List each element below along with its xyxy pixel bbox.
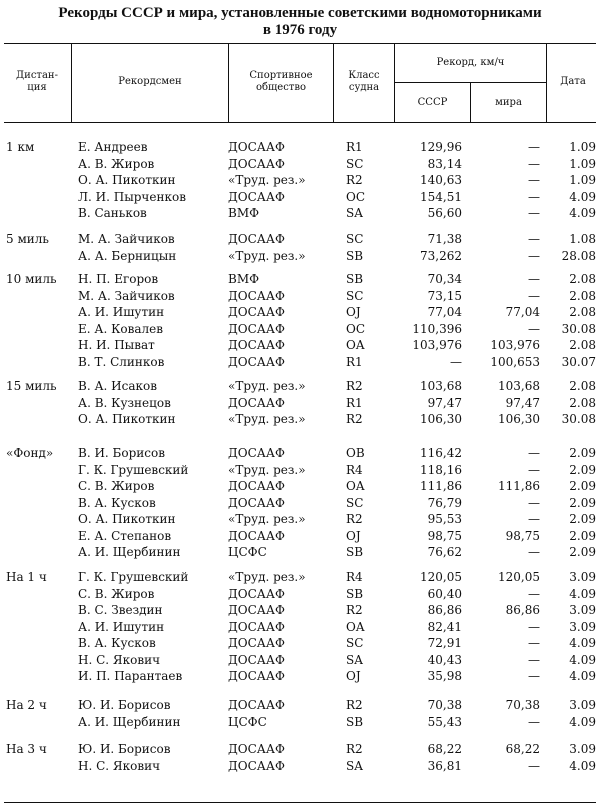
table-row [0,378,600,395]
world-record-cell: — [528,586,540,601]
athlete-cell: А. И. Щербинин [78,714,181,729]
class-cell: OC [346,189,366,204]
date-cell: 1.09 [569,156,596,171]
world-record-cell: — [528,669,540,683]
date-cell: 3.09 [569,698,596,712]
athlete-cell: Н. С. Якович [78,652,161,667]
athlete-cell: Л. И. Пырченков [78,189,186,204]
class-cell: R2 [346,512,363,526]
athlete-cell: Н. С. Якович [78,758,161,773]
date-cell: 30.07 [561,354,596,369]
world-record-cell: — [528,462,540,477]
class-cell: R1 [346,140,363,154]
distance-cell: «Фонд» [6,446,54,460]
date-cell: 2.09 [569,545,596,559]
class-cell: SA [346,652,363,667]
date-cell: 2.08 [569,338,596,352]
world-record-cell: — [528,636,540,650]
class-cell: R4 [346,462,363,477]
table-row [0,697,600,714]
table-row [0,189,600,206]
society-cell: ДОСААФ [228,189,285,204]
date-cell: 2.08 [569,272,596,286]
world-record-cell: — [528,495,540,510]
date-cell: 30.08 [561,412,596,426]
class-cell: R1 [346,395,363,410]
table-row [0,741,600,758]
athlete-cell: А. И. Ишутин [78,619,165,634]
ussr-record-cell: 86,86 [427,603,462,617]
world-record-cell: — [528,248,540,263]
athlete-cell: Ю. И. Борисов [78,698,171,712]
table-row [0,205,600,222]
athlete-cell: Ю. И. Борисов [78,742,171,756]
table-row [0,248,600,265]
world-record-cell: — [528,758,540,773]
ussr-record-cell: 106,30 [420,412,462,426]
world-record-cell: 100,653 [490,354,540,369]
society-cell: ДОСААФ [228,742,285,756]
athlete-cell: Н. И. Пыват [78,338,155,352]
class-cell: R2 [346,742,363,756]
date-cell: 4.09 [569,714,596,729]
distance-cell: На 1 ч [6,570,47,584]
society-cell: «Труд. рез.» [228,412,306,426]
world-record-cell: 68,22 [505,742,540,756]
table-row [0,528,600,545]
record-group [0,139,600,222]
class-cell: SB [346,714,364,729]
header-record: Рекорд, км/ч [436,57,505,68]
world-record-cell: — [528,173,540,187]
class-cell: SB [346,248,364,263]
class-cell: OA [346,479,365,493]
ussr-record-cell: 70,34 [427,272,462,286]
date-cell: 2.09 [569,528,596,543]
class-cell: SB [346,545,364,559]
world-record-cell: 111,86 [498,479,540,493]
class-cell: R2 [346,173,363,187]
header-bottom-rule [4,122,596,123]
ussr-record-cell: 72,91 [427,636,462,650]
class-cell: SC [346,156,364,171]
ussr-record-cell: 76,62 [427,545,462,559]
header-athlete: Рекордсмен [118,76,182,87]
world-record-cell: 70,38 [505,698,540,712]
date-cell: 2.09 [569,479,596,493]
date-cell: 2.09 [569,495,596,510]
ussr-record-cell: — [450,354,462,369]
society-cell: ВМФ [228,272,260,286]
ussr-record-cell: 140,63 [420,173,462,187]
ussr-record-cell: 70,38 [427,698,462,712]
table-row [0,758,600,775]
society-cell: ДОСААФ [228,288,285,303]
class-cell: SC [346,232,364,246]
distance-cell: На 2 ч [6,698,47,712]
date-cell: 4.09 [569,206,596,220]
record-group [0,271,600,370]
table-row [0,668,600,685]
world-record-cell: — [528,140,540,154]
society-cell: ДОСААФ [228,232,285,246]
class-cell: SC [346,636,364,650]
ussr-record-cell: 110,396 [412,321,462,336]
world-record-cell: — [528,272,540,286]
table-title-line-2: в 1976 году [262,22,338,38]
athlete-cell: И. П. Парантаев [78,669,183,683]
date-cell: 1.09 [569,140,596,154]
world-record-cell: 106,30 [498,412,540,426]
athlete-cell: Е. А. Степанов [78,528,172,543]
ussr-record-cell: 129,96 [420,140,462,154]
ussr-record-cell: 83,14 [427,156,462,171]
table-title-line-1: Рекорды СССР и мира, установленные советскими водномоторниками [58,5,542,21]
table-row [0,511,600,528]
world-record-cell: 120,05 [498,570,540,584]
society-cell: ДОСААФ [228,698,285,712]
class-cell: SB [346,586,364,601]
date-cell: 2.08 [569,305,596,319]
table-row [0,569,600,586]
table-row [0,652,600,669]
athlete-cell: Г. К. Грушевский [78,570,189,584]
date-cell: 4.09 [569,189,596,204]
table-row [0,304,600,321]
world-record-cell: 103,68 [498,379,540,393]
ussr-record-cell: 76,79 [427,495,462,510]
athlete-cell: О. А. Пикоткин [78,173,176,187]
ussr-record-cell: 35,98 [427,669,462,683]
date-cell: 28.08 [561,248,596,263]
ussr-record-cell: 71,38 [427,232,462,246]
ussr-record-cell: 95,53 [427,512,462,526]
date-cell: 3.09 [569,570,596,584]
date-cell: 3.09 [569,619,596,634]
table-row [0,395,600,412]
society-cell: ДОСААФ [228,354,285,369]
distance-cell: На 3 ч [6,742,47,756]
society-cell: ДОСААФ [228,495,285,510]
header-distance: Дистан- ция [16,70,58,93]
date-cell: 4.09 [569,636,596,650]
table-row [0,495,600,512]
date-cell: 2.08 [569,379,596,393]
society-cell: ДОСААФ [228,528,285,543]
table-row [0,478,600,495]
world-record-cell: — [528,446,540,460]
athlete-cell: А. В. Жиров [78,156,155,171]
record-group [0,741,600,774]
society-cell: ДОСААФ [228,140,285,154]
distance-cell: 15 миль [6,379,57,393]
class-cell: OA [346,619,365,634]
ussr-record-cell: 98,75 [427,528,462,543]
society-cell: ДОСААФ [228,156,285,171]
society-cell: ДОСААФ [228,603,285,617]
ussr-record-cell: 103,68 [420,379,462,393]
society-cell: ДОСААФ [228,758,285,773]
class-cell: OJ [346,669,361,683]
society-cell: ЦСФС [228,545,267,559]
header-top-rule [4,43,596,44]
world-record-cell: — [528,512,540,526]
ussr-record-cell: 111,86 [420,479,462,493]
ussr-record-cell: 60,40 [427,586,462,601]
table-row [0,462,600,479]
table-row [0,619,600,636]
athlete-cell: Е. А. Ковалев [78,321,164,336]
date-cell: 1.08 [569,232,596,246]
athlete-cell: М. А. Зайчиков [78,232,175,246]
record-group [0,445,600,561]
world-record-cell: — [528,619,540,634]
society-cell: ДОСААФ [228,395,285,410]
table-row [0,172,600,189]
date-cell: 2.08 [569,395,596,410]
world-record-cell: — [528,156,540,171]
society-cell: «Труд. рез.» [228,462,306,477]
athlete-cell: В. А. Кусков [78,495,156,510]
society-cell: ДОСААФ [228,479,285,493]
ussr-record-cell: 103,976 [412,338,462,352]
date-cell: 3.09 [569,742,596,756]
athlete-cell: Е. Андреев [78,140,148,154]
class-cell: SC [346,495,364,510]
ussr-record-cell: 73,262 [420,248,462,263]
class-cell: R1 [346,354,363,369]
class-cell: R2 [346,412,363,426]
world-record-cell: — [528,232,540,246]
ussr-record-cell: 82,41 [427,619,462,634]
date-cell: 2.09 [569,446,596,460]
class-cell: OA [346,338,365,352]
header-date: Дата [560,76,586,87]
society-cell: ДОСААФ [228,619,285,634]
header-record-underline [394,82,546,83]
society-cell: «Труд. рез.» [228,173,306,187]
world-record-cell: 77,04 [505,305,540,319]
society-cell: «Труд. рез.» [228,570,306,584]
world-record-cell: — [528,206,540,220]
ussr-record-cell: 73,15 [427,288,462,303]
ussr-record-cell: 68,22 [427,742,462,756]
class-cell: OJ [346,305,361,319]
world-record-cell: — [528,321,540,336]
ussr-record-cell: 118,16 [420,462,462,477]
athlete-cell: О. А. Пикоткин [78,512,176,526]
society-cell: ДОСААФ [228,652,285,667]
class-cell: SB [346,272,364,286]
record-group [0,378,600,428]
ussr-record-cell: 120,05 [420,570,462,584]
class-cell: R4 [346,570,363,584]
ussr-record-cell: 55,43 [427,714,462,729]
world-record-cell: — [528,288,540,303]
athlete-cell: В. Т. Слинков [78,354,165,369]
athlete-cell: М. А. Зайчиков [78,288,175,303]
athlete-cell: А. И. Щербинин [78,545,181,559]
class-cell: SC [346,288,364,303]
society-cell: «Труд. рез.» [228,379,306,393]
athlete-cell: А. В. Кузнецов [78,395,171,410]
athlete-cell: А. И. Ишутин [78,305,165,319]
athlete-cell: С. В. Жиров [78,586,155,601]
society-cell: ДОСААФ [228,586,285,601]
world-record-cell: — [528,714,540,729]
ussr-record-cell: 36,81 [427,758,462,773]
society-cell: ЦСФС [228,714,267,729]
record-group [0,569,600,685]
ussr-record-cell: 77,04 [427,305,462,319]
date-cell: 2.09 [569,512,596,526]
header-world: мира [495,97,522,108]
date-cell: 2.08 [569,288,596,303]
table-row [0,602,600,619]
table-bottom-rule [4,802,596,803]
athlete-cell: А. А. Берницын [78,248,177,263]
table-row [0,635,600,652]
society-cell: «Труд. рез.» [228,248,306,263]
society-cell: ДОСААФ [228,669,285,683]
world-record-cell: 97,47 [505,395,540,410]
table-row [0,445,600,462]
world-record-cell: 98,75 [505,528,540,543]
world-record-cell: — [528,189,540,204]
ussr-record-cell: 116,42 [420,446,462,460]
class-cell: OJ [346,528,361,543]
world-record-cell: 103,976 [490,338,540,352]
society-cell: ВМФ [228,206,260,220]
date-cell: 4.09 [569,586,596,601]
athlete-cell: Н. П. Егоров [78,272,159,286]
society-cell: ДОСААФ [228,636,285,650]
athlete-cell: В. Саньков [78,206,147,220]
table-row [0,544,600,561]
athlete-cell: В. А. Исаков [78,379,157,393]
table-row [0,354,600,371]
class-cell: OB [346,446,365,460]
world-record-cell: — [528,545,540,559]
society-cell: ДОСААФ [228,321,285,336]
header-society: Спортивное общество [249,70,313,93]
header-ussr: СССР [417,97,448,108]
athlete-cell: В. С. Звездин [78,603,163,617]
class-cell: SA [346,758,363,773]
ussr-record-cell: 154,51 [420,189,462,204]
table-row [0,586,600,603]
distance-cell: 1 км [6,140,35,154]
world-record-cell: — [528,652,540,667]
ussr-record-cell: 40,43 [427,652,462,667]
table-row [0,411,600,428]
athlete-cell: О. А. Пикоткин [78,412,176,426]
athlete-cell: В. А. Кусков [78,636,156,650]
date-cell: 30.08 [561,321,596,336]
table-row [0,288,600,305]
table-row [0,337,600,354]
table-row [0,156,600,173]
class-cell: SA [346,206,363,220]
table-row [0,231,600,248]
athlete-cell: В. И. Борисов [78,446,165,460]
distance-cell: 10 миль [6,272,57,286]
date-cell: 3.09 [569,603,596,617]
athlete-cell: Г. К. Грушевский [78,462,189,477]
table-row [0,271,600,288]
ussr-record-cell: 56,60 [427,206,462,220]
table-row [0,139,600,156]
table-row [0,714,600,731]
society-cell: ДОСААФ [228,305,285,319]
date-cell: 4.09 [569,758,596,773]
class-cell: R2 [346,603,363,617]
header-class: Класс судна [348,70,380,93]
table-row [0,321,600,338]
society-cell: «Труд. рез.» [228,512,306,526]
world-record-cell: 86,86 [505,603,540,617]
date-cell: 4.09 [569,669,596,683]
class-cell: R2 [346,698,363,712]
class-cell: R2 [346,379,363,393]
distance-cell: 5 миль [6,232,49,246]
record-group [0,697,600,730]
date-cell: 2.09 [569,462,596,477]
society-cell: ДОСААФ [228,446,285,460]
society-cell: ДОСААФ [228,338,285,352]
athlete-cell: С. В. Жиров [78,479,155,493]
date-cell: 4.09 [569,652,596,667]
record-group [0,231,600,264]
ussr-record-cell: 97,47 [427,395,462,410]
date-cell: 1.09 [569,173,596,187]
class-cell: OC [346,321,366,336]
